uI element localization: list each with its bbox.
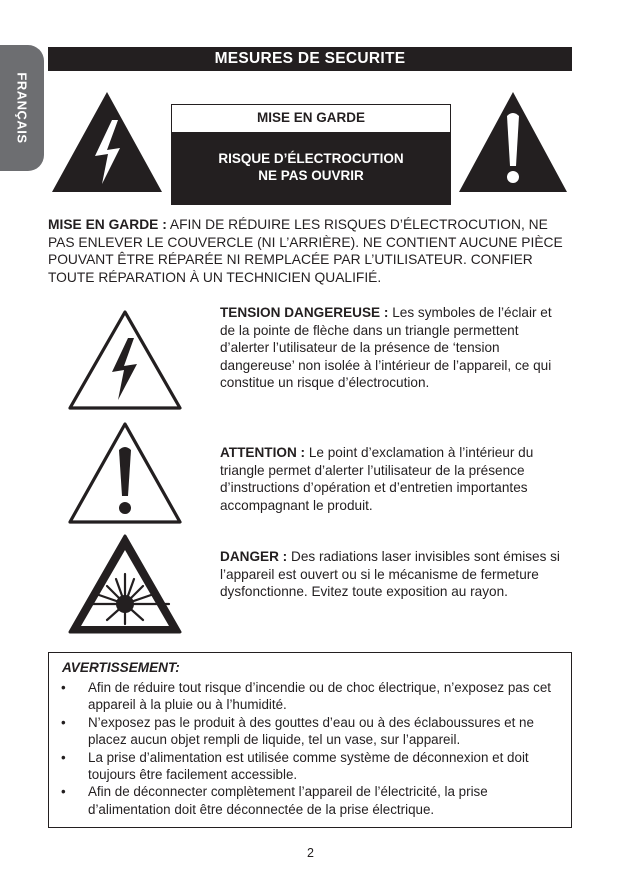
list-item-text: La prise d’alimentation est utilisée comme système de déconnexion et doit toujours être facilement accessible.	[88, 749, 529, 783]
page-title: MESURES DE SECURITE	[48, 47, 572, 71]
caution-box-line-2: NE PAS OUVRIR	[258, 168, 364, 183]
caution-box-line-1: RISQUE D’ÉLECTROCUTION	[218, 151, 404, 166]
symbol-description-laser	[220, 548, 570, 601]
exclamation-triangle-icon	[456, 88, 570, 196]
language-tab	[0, 45, 44, 171]
list-item	[49, 679, 571, 714]
warning-box-title: AVERTISSEMENT:	[62, 660, 180, 675]
symbol-text: Le point d’exclamation à l’intérieur du triangle permet d’alerter l’utilisateur de la présence d’instructions d’opération et d’entretien importantes accompagnant le produit.	[220, 445, 534, 513]
caution-box-body	[172, 132, 450, 184]
symbol-description-attention	[220, 444, 570, 514]
exclamation-triangle-icon	[66, 420, 184, 526]
symbol-label: TENSION DANGEREUSE :	[220, 305, 389, 320]
symbol-text: Des radiations laser invisibles sont émises si l’appareil est ouvert ou si le mécanisme de fermeture dysfonctionne. Evitez toute exposition au rayon.	[220, 549, 560, 600]
warning-list	[49, 679, 571, 818]
list-item	[49, 783, 571, 818]
bullet: •	[61, 680, 66, 695]
warning-paragraph	[48, 216, 578, 286]
symbol-label: ATTENTION :	[220, 445, 306, 460]
warning-text: AFIN DE RÉDUIRE LES RISQUES D’ÉLECTROCUTION, NE PAS ENLEVER LE COUVERCLE (NI L’ARRIÈRE). NE CONTIENT AUCUNE PIÈCE POUVANT ÊTRE RÉPARÉE NI REMPLACÉE PAR L’UTILISATEUR. CONFIER TOUTE RÉPARATION À UN TECHNICIEN QUALIFIÉ.	[48, 217, 563, 285]
warning-label: MISE EN GARDE :	[48, 217, 167, 232]
symbol-label: DANGER :	[220, 549, 288, 564]
page-number: 2	[307, 846, 314, 860]
caution-box-heading: MISE EN GARDE	[172, 105, 450, 132]
list-item	[49, 714, 571, 749]
list-item-text: Afin de déconnecter complètement l’appareil de l’électricité, la prise d’alimentation doit être déconnectée de la prise électrique.	[88, 784, 488, 817]
bullet: •	[61, 749, 66, 765]
list-item	[49, 749, 571, 784]
caution-box	[171, 104, 451, 205]
bullet: •	[61, 714, 66, 730]
lightning-triangle-icon	[66, 308, 184, 412]
laser-triangle-icon	[66, 532, 184, 636]
language-tab-label: FRANÇAIS	[14, 72, 30, 144]
symbol-text: Les symboles de l’éclair et de la pointe de flèche dans un triangle permettent d’alerter l’utilisateur de la présence de ‘tension dangereuse’ non isolée à l’intérieur de l’appareil, ce qui constitue un risque d’électrocution.	[220, 305, 552, 391]
lightning-triangle-icon	[48, 88, 166, 196]
bullet: •	[61, 784, 66, 800]
list-item-text: Afin de réduire tout risque d’incendie ou de choc électrique, n’exposez pas cet appareil à la pluie ou à l’humidité.	[88, 680, 552, 713]
symbol-description-voltage	[220, 304, 570, 392]
warning-box	[48, 652, 572, 828]
list-item-text: N’exposez pas le produit à des gouttes d’eau ou à des éclaboussures et ne placez aucun objet rempli de liquide, tel un vase, sur l’appareil.	[88, 714, 534, 748]
